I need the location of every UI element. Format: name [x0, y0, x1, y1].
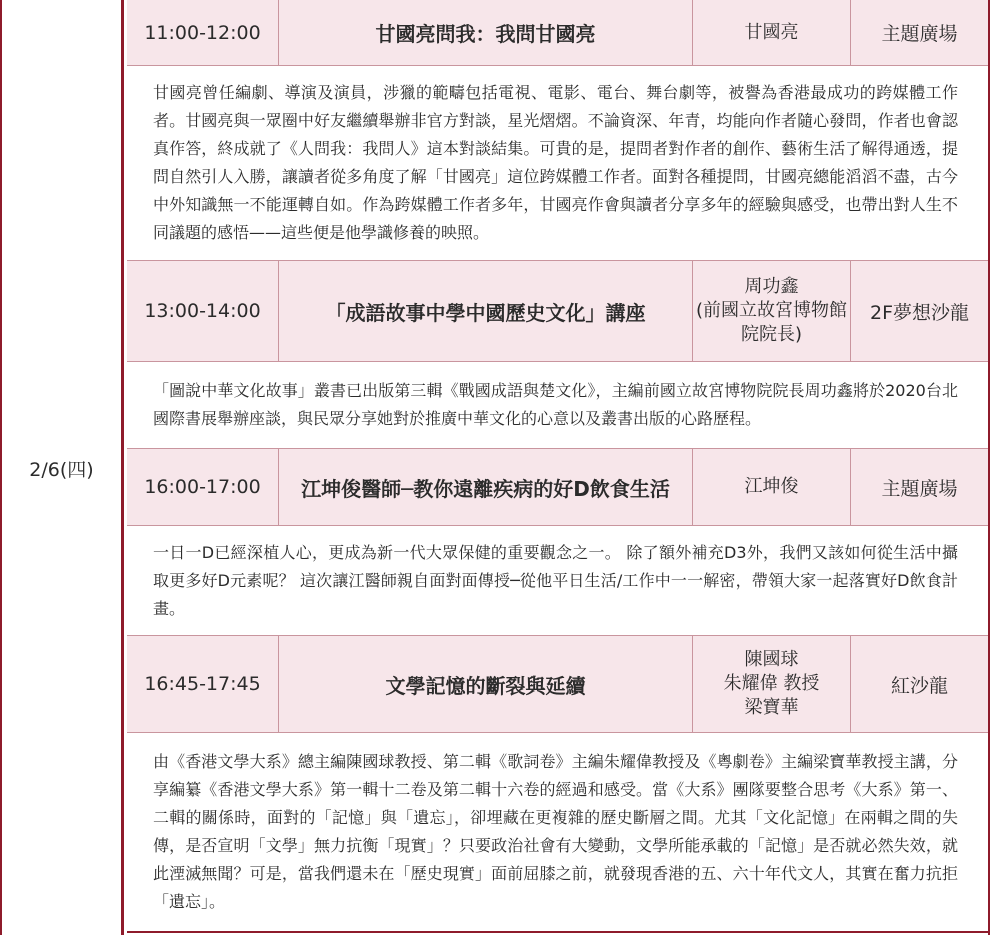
- session-header: [127, 636, 988, 733]
- session-time: 13:00-14:00: [127, 261, 279, 361]
- session-date: 2/6(四): [29, 459, 94, 481]
- session-venue: 紅沙龍: [890, 674, 948, 697]
- session-venue: 主題廣場: [881, 23, 958, 45]
- schedule-table: [127, 0, 988, 933]
- session-title: 文學記憶的斷裂與延續: [279, 636, 693, 732]
- session-time: 16:00-17:00: [127, 449, 279, 525]
- session-description-text: 「圖說中華文化故事」叢書已出版第三輯《戰國成語與楚文化》，主編前國立故宮博物院院長周功鑫將於2020台北國際書展舉辦座談，與民眾分享她對於推廣中華文化的心意以及叢書出版的心路歷程。: [153, 381, 958, 428]
- session-header: [127, 261, 988, 362]
- right-border: [988, 0, 990, 935]
- session-time: 16:45-17:45: [127, 636, 279, 732]
- session-header: [127, 0, 988, 66]
- session-description-text: 甘國亮曾任編劇、導演及演員，涉獵的範疇包括電視、電影、電台、舞台劇等，被譽為香港最成功的跨媒體工作者。甘國亮與一眾圈中好友繼續舉辦非官方對談，星光熠熠。不論資深、年青，均能向作者隨心發問，作者也會認真作答，終成就了《人問我：我問人》這本對談結集。可貴的是，提問者對作者的創作、藝術生活了解得通透，提問自然引人入勝，讓讀者從多角度了解「甘國亮」這位跨媒體工作者。面對各種提問，甘國亮總能滔滔不盡，古今中外知識無一不能運轉自如。作為跨媒體工作者多年，甘國亮作會與讀者分享多年的經驗與感受，也帶出對人生不同議題的感悟——這些便是他學識修養的映照。: [153, 83, 958, 242]
- session-description: [127, 362, 988, 449]
- session-speaker: 甘國亮: [693, 0, 851, 65]
- session-title: 江坤俊醫師─教你遠離疾病的好D飲食生活: [279, 449, 693, 525]
- session-venue: 2F夢想沙龍: [869, 301, 970, 324]
- session-venue: 主題廣場: [881, 477, 958, 500]
- session-description-text: 由《香港文學大系》總主編陳國球教授、第二輯《歌詞卷》主編朱耀偉教授及《粵劇卷》主編梁寶華教授主講，分享編纂《香港文學大系》第一輯十二卷及第二輯十六卷的經過和感受。當《大系》團隊要整合思考《大系》第一、二輯的關係時，面對的「記憶」與「遺忘」，卻埋藏在更複雜的歷史斷層之間。尤其「文化記憶」在兩輯之間的失傳，是否宣明「文學」無力抗衡「現實」？只要政治社會有大變動，文學所能承載的「記憶」是否就必然失效，就此湮滅無聞？可是，當我們還未在「歷史現實」面前屈膝之前，就發現香港的五、六十年代文人，其實在奮力抗拒「遺忘」。: [153, 752, 958, 911]
- session-time: 11:00-12:00: [127, 0, 279, 65]
- session-speaker: 周功鑫 (前國立故宮博物館院院長): [693, 261, 851, 361]
- session-description: [127, 66, 988, 261]
- date-column: [0, 0, 124, 935]
- session-speaker: 陳國球 朱耀偉 教授 梁寶華: [693, 636, 851, 732]
- session-description: [127, 526, 988, 636]
- session-title: 甘國亮問我：我問甘國亮: [279, 0, 693, 65]
- session-description: [127, 733, 988, 933]
- session-description-text: 一日一D已經深植人心，更成為新一代大眾保健的重要觀念之一。 除了額外補充D3外，我們又該如何從生活中攝取更多好D元素呢？ 這次讓江醫師親自面對面傳授─從他平日生活/工作中一一解密，帶領大家一起落實好D飲食計畫。: [153, 542, 958, 618]
- session-speaker: 江坤俊: [693, 449, 851, 525]
- session-header: [127, 449, 988, 526]
- session-title: 「成語故事中學中國歷史文化」講座: [279, 261, 693, 361]
